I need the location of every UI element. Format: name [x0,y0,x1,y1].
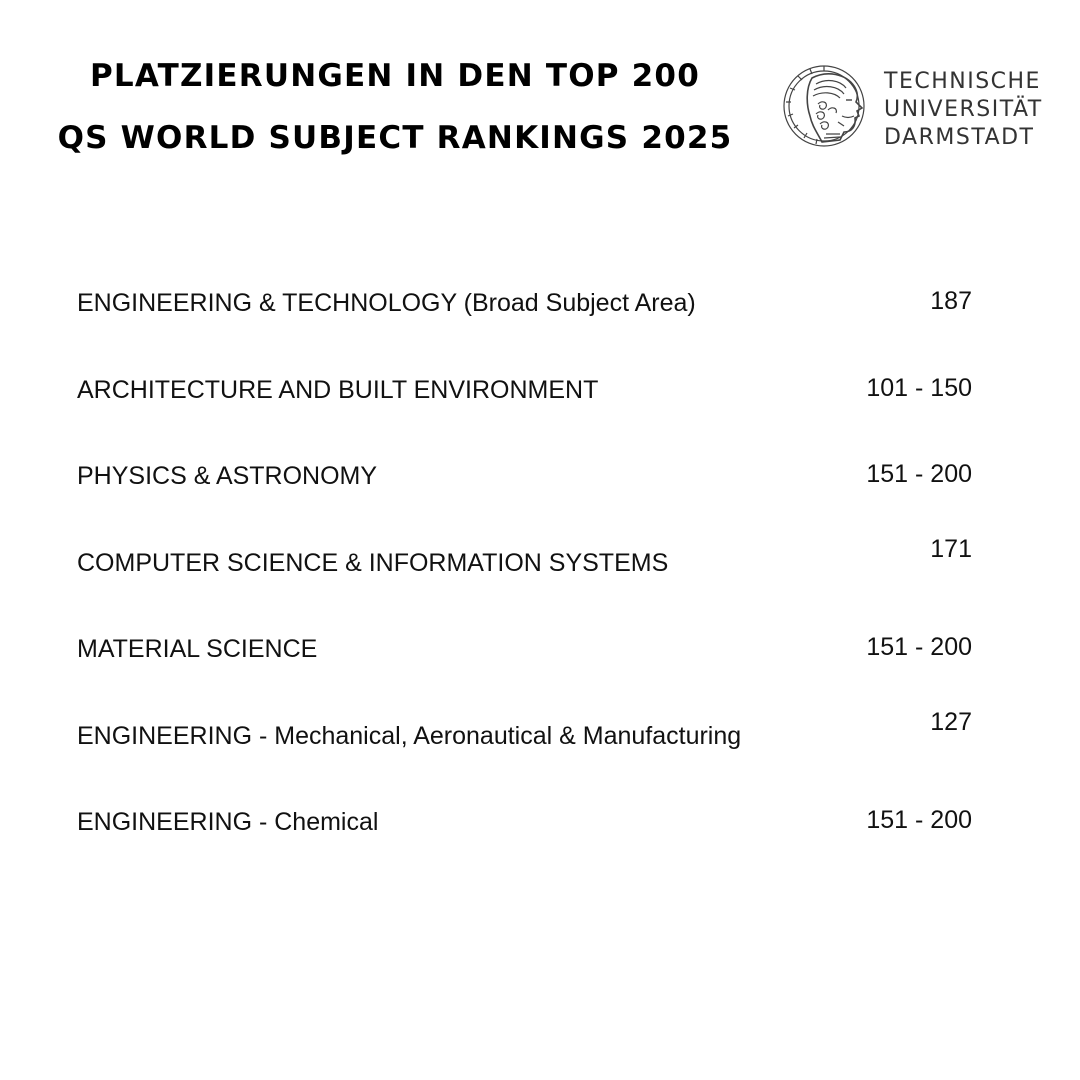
rankings-list [77,282,972,888]
logo-line-3: DARMSTADT [884,125,1035,150]
ranking-row [77,282,972,369]
subject-label: MATERIAL SCIENCE [77,635,318,663]
ranking-row [77,369,972,456]
rank-value: 127 [930,707,972,736]
page-title [40,56,750,158]
ranking-row [77,801,972,888]
rank-value: 187 [930,287,972,315]
rank-value: 151 - 200 [866,633,972,661]
subject-label: ENGINEERING & TECHNOLOGY (Broad Subject Area) [77,289,696,317]
subject-label: PHYSICS & ASTRONOMY [77,462,378,490]
title-line-1: PLATZIERUNGEN IN DEN TOP 200 [90,58,700,94]
rank-value: 151 - 200 [866,460,972,488]
logo-line-1: TECHNISCHE [884,69,1041,94]
subject-label: ARCHITECTURE AND BUILT ENVIRONMENT [77,375,599,404]
title-line-2: QS WORLD SUBJECT RANKINGS 2025 [57,120,733,156]
university-logo [782,56,1052,160]
subject-label: ENGINEERING - Chemical [77,808,379,836]
ranking-row [77,707,972,802]
ranking-row [77,628,972,715]
rank-value: 151 - 200 [866,806,972,834]
rank-value: 101 - 150 [866,373,972,402]
ranking-row [77,534,972,629]
logo-wordmark [884,68,1043,152]
ranking-row [77,455,972,542]
subject-label: ENGINEERING - Mechanical, Aeronautical & Manufacturing [77,721,742,750]
subject-label: COMPUTER SCIENCE & INFORMATION SYSTEMS [77,548,669,577]
rank-value: 171 [930,534,972,563]
logo-line-2: UNIVERSITÄT [884,97,1043,122]
athena-head-emblem-icon [782,56,872,156]
